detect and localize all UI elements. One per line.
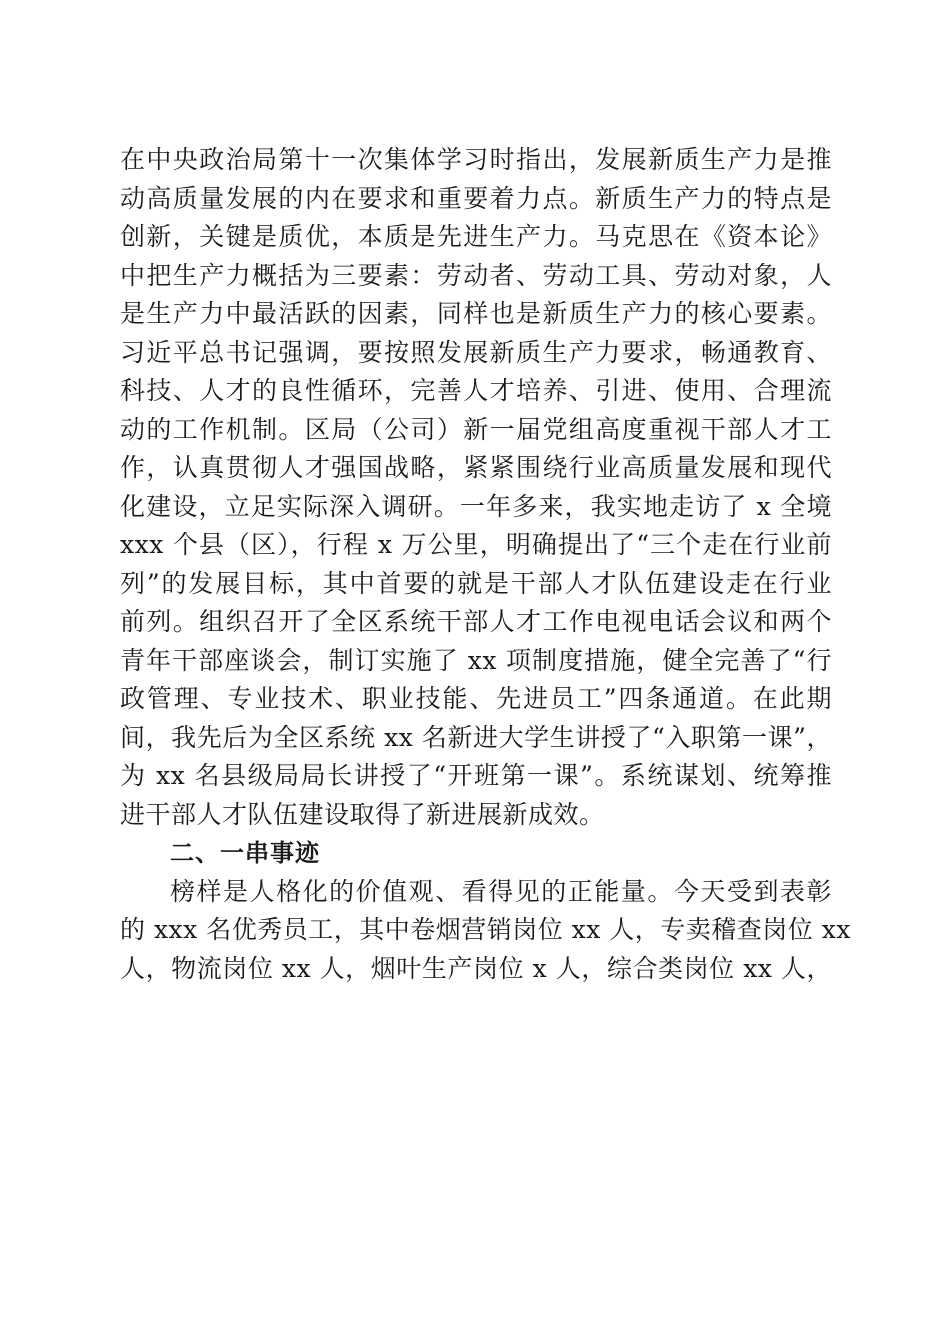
text-line: 的 xxx 名优秀员工，其中卷烟营销岗位 xx 人，专卖稽查岗位 xx (120, 915, 851, 944)
document-body (120, 141, 851, 988)
text-line: 创新，关键是质优，本质是先进生产力。马克思在《资本论》 (120, 222, 832, 251)
text-line: 动的工作机制。区局（公司）新一届党组高度重视干部人才工 (120, 414, 832, 444)
text-line: 动高质量发展的内在要求和重要着力点。新质生产力的特点是 (120, 183, 832, 213)
text-line: 前列。组织召开了全区系统干部人才工作电视电话会议和两个 (120, 607, 832, 636)
text-line: xxx 个县（区），行程 x 万公里，明确提出了“三个走在行业前 (120, 530, 832, 559)
text-line: 作，认真贯彻人才强国战略，紧紧围绕行业高质量发展和现代 (120, 453, 832, 482)
paragraph-1 (120, 141, 832, 834)
text-line: 科技、人才的良性循环，完善人才培养、引进、使用、合理流 (120, 376, 832, 405)
section-heading: 二、一串事迹 (170, 839, 320, 867)
text-line: 化建设，立足实际深入调研。一年多来，我实地走访了 x 全境 (120, 491, 832, 521)
text-line: 青年干部座谈会，制订实施了 xx 项制度措施，健全完善了“行 (120, 645, 832, 675)
text-line: 榜样是人格化的价值观、看得见的正能量。今天受到表彰 (170, 876, 832, 906)
text-line: 间，我先后为全区系统 xx 名新进大学生讲授了“入职第一课”， (120, 722, 832, 752)
text-line: 人，物流岗位 xx 人，烟叶生产岗位 x 人，综合类岗位 xx 人， (120, 953, 832, 983)
text-line: 习近平总书记强调，要按照发展新质生产力要求，畅通教育、 (120, 337, 832, 367)
text-line: 为 xx 名县级局局长讲授了“开班第一课”。系统谋划、统筹推 (120, 761, 832, 790)
paragraph-2 (120, 873, 851, 989)
text-line: 进干部人才队伍建设取得了新进展新成效。 (120, 799, 605, 829)
text-line: 在中央政治局第十一次集体学习时指出，发展新质生产力是推 (120, 145, 832, 174)
text-line: 中把生产力概括为三要素：劳动者、劳动工具、劳动对象，人 (120, 260, 832, 290)
text-line: 政管理、专业技术、职业技能、先进员工”四条通道。在此期 (120, 684, 832, 713)
text-line: 是生产力中最活跃的因素，同样也是新质生产力的核心要素。 (120, 299, 832, 328)
text-line: 列”的发展目标，其中首要的就是干部人才队伍建设走在行业 (120, 568, 832, 598)
